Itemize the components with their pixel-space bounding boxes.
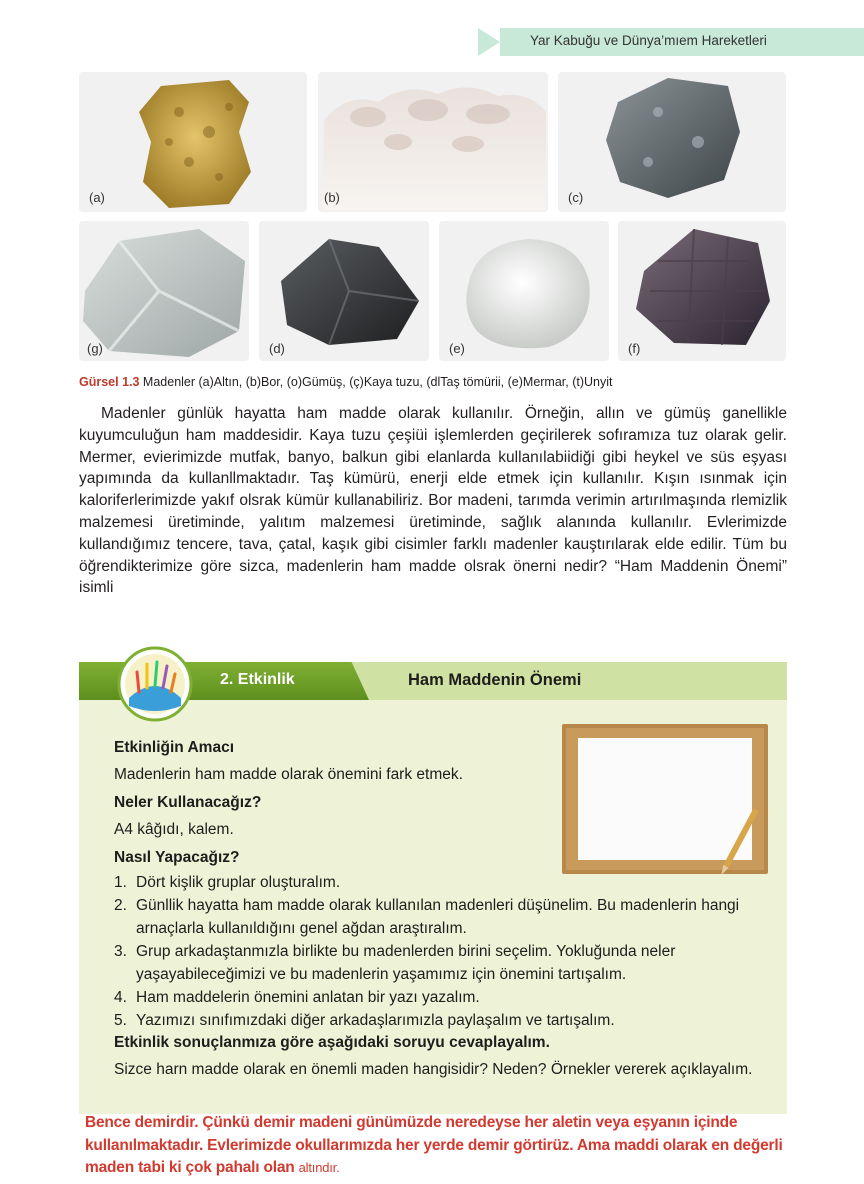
question-text: Sizce harn madde olarak en önemli maden hangisidir? Neden? Örnekler vererek açıklayalım. [114,1061,753,1078]
boron-mineral-image [318,72,548,212]
figure-caption [79,375,613,389]
photo-label-a: (a) [89,190,105,205]
photo-rock-salt [79,221,249,361]
handwritten-answer [85,1112,785,1180]
step-number: 1. [114,874,127,891]
activity-title: Ham Maddenin Önemi [408,671,582,689]
photo-label-e: (e) [449,341,465,356]
photo-marble [439,221,609,361]
header-arrow [478,28,500,56]
photo-gold [79,72,307,212]
photo-label-c: (c) [568,190,584,205]
silver-ore-image [558,72,786,212]
gold-nugget-image [79,72,307,212]
step-number: 5. [114,1012,127,1029]
activity-number: 2. Etkinlik [220,671,295,688]
conclusion-heading: Etkinlik sonuçlanmıza göre aşağıdaki soruyu cevaplayalım. [114,1034,550,1051]
page-header-title: Yar Kabuğu ve Dünya’mıem Hareketleri [530,33,767,48]
list-item [114,871,774,894]
answer-end: altındır. [298,1160,340,1175]
photo-lignite [618,221,786,361]
photo-label-g: (g) [87,341,103,356]
body-paragraph: Madenler günlük hayatta ham madde olarak kullanılır. Örneğin, allın ve gümüş ganellikle kuyumculuğun ham maddesidir. Kaya tuzu çeşiüi işlemlerden geçirilerek sofıramıza tuz olarak gelir. Mermer, evierimizde mutfak, banyo, balkun gibi elanlarda kullanılabiidiği gibi heykel ve süs eşyası yapımında da kullanllmaktadır. Taş kümürü, enerji elde etmek için kullanılır. Kışın ısınmak için kaloriferlerimizde yakıf olsrak kümür kullanabiliriz. Bor madeni, tarımda verimin artırılmaşında rlemizlik malzemesi üretiminde, yalıtım malzemesi üretiminde, sağlık alanında kullanılır. Evlerimizde kullandığımız tencere, tava, çatal, kaşık gibi cisimler farklı madenler kauştırılarak elde edilir. Tüm bu öğrendikterimize göre sizca, madenlerin ham madde olsrak önerni nedir? “Ham Maddenin Önemi” isimli [79,405,787,597]
answer-text: Bence demirdir. Çünkü demir madeni günümüzde neredeyse her aletin veya eşyanın içinde kullanılmaktadır. Evlerimizde okullarımızda her yerde demir görtirüz. Ama maddi olarak en değerli maden tabi ki çok pahalı olan [85,1114,783,1176]
activity-badge-icon [117,646,193,722]
step-number: 4. [114,989,127,1006]
step-number: 2. [114,897,127,914]
rock-salt-image [79,221,249,361]
a4-paper-pencil-image [562,724,768,874]
figure-caption-text: Madenler (a)Altın, (b)Bor, (o)Gümüş, (ç)Kaya tuzu, (dlTaş tömürii, (e)Mermar, (t)Unyit [139,375,613,389]
list-item [114,1009,774,1032]
photo-label-f: (f) [628,341,641,356]
list-item [114,894,774,940]
step-text: Grup arkadaştanmızla birlikte bu madenlerden birini seçelim. Yokluğunda neler yaşayabileceğimizi ve bu madenlerin yaşamımız için önemini tartışalım. [136,943,676,983]
photo-label-d: (d) [269,341,285,356]
list-item [114,986,774,1009]
marble-image [439,221,609,361]
step-text: Günllik hayatta ham madde olarak kullanılan madenleri düşünelim. Bu madenlerin hangi arnaçlarla kullanıldığını genel ağdan araştıralım. [136,897,740,937]
photo-coal [259,221,429,361]
photo-label-b: (b) [324,190,340,205]
purpose-heading: Etkinliğin Amacı [114,739,235,756]
materials-heading: Neler Kullanacağız? [114,794,262,811]
materials-text: A4 kâğıdı, kalem. [114,821,234,838]
list-item [114,940,774,986]
coal-image [259,221,429,361]
steps-list [114,871,774,1032]
method-heading: Nasıl Yapacağız? [114,849,240,866]
step-number: 3. [114,943,127,960]
lignite-image [618,221,786,361]
figure-caption-label: Gürsel 1.3 [79,375,140,389]
photo-silver [558,72,786,212]
step-text: Dört kişlik gruplar oluşturalım. [136,874,341,891]
step-text: Ham maddelerin önemini anlatan bir yazı yazalım. [136,989,480,1006]
photo-boron [318,72,548,212]
step-text: Yazımızı sınıfımızdaki diğer arkadaşlarımızla paylaşalım ve tartışalım. [136,1012,615,1029]
purpose-text: Madenlerin ham madde olarak önemini fark etmek. [114,766,463,783]
